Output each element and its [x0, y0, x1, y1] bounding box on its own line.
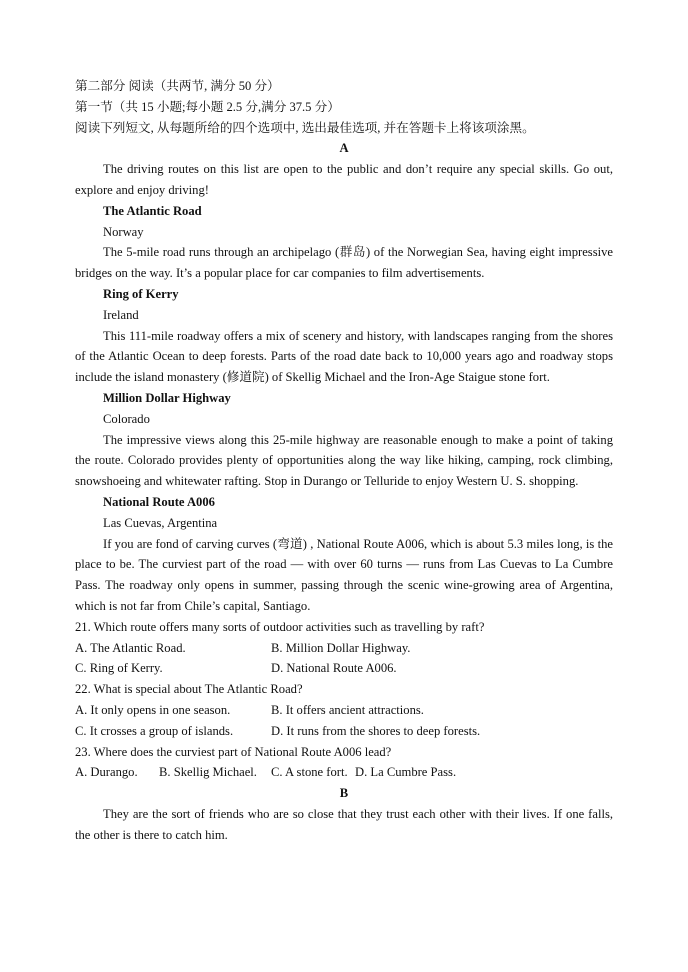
route-title: National Route A006: [103, 494, 215, 509]
question-options: [75, 721, 613, 742]
passage-a-label: A: [339, 141, 349, 156]
option-c: C. Ring of Kerry.: [75, 661, 163, 676]
option-d: D. La Cumbre Pass.: [355, 765, 457, 780]
route-description: If you are fond of carving curves (弯道) , National Route A006, which is about 5.3 miles long, is the place to be. The curviest part of the road — with over 60 turns — runs from Las Cuevas to La Cumbre Pass. The roadway only opens in summer, passing through the scenic wine-growing area of Argentina, which is not far from Chile’s capital, Santiago.: [75, 536, 613, 613]
route-description: The impressive views along this 25-mile highway are reasonable enough to make a point of taking the route. Colorado provides plenty of opportunities along the way like hiking, camping, rock climbing, snowshoeing and whitewater rafting. Stop in Durango or Telluride to enjoy Western U. S. shopping.: [75, 432, 613, 489]
question-stem: 21. Which route offers many sorts of outdoor activities such as travelling by raft?: [75, 619, 485, 634]
option-a: A. The Atlantic Road.: [75, 640, 186, 655]
option-a: A. Durango.: [75, 765, 138, 780]
question-stem: 22. What is special about The Atlantic Road?: [75, 682, 303, 697]
option-c: C. A stone fort.: [271, 765, 348, 780]
route-description: The 5-mile road runs through an archipelago (群岛) of the Norwegian Sea, having eight impressive bridges on the way. It’s a popular place for car companies to film advertisements.: [75, 245, 613, 281]
part-heading: 第二部分 阅读（共两节, 满分 50 分）: [75, 79, 280, 93]
passage-b-label: B: [339, 786, 349, 801]
route-description: This 111-mile roadway offers a mix of scenery and history, with landscapes ranging from the shores of the Atlantic Ocean to deep forests. Parts of the road date back to 10,000 years ago and roadway stops include the island monastery (修道院) of Skellig Michael and the Iron-Age Staigue stone fort.: [75, 328, 613, 385]
option-b: B. Million Dollar Highway.: [271, 640, 411, 655]
option-b: B. Skellig Michael.: [159, 765, 257, 780]
passage-b-text: They are the sort of friends who are so close that they trust each other with their lives. If one falls, the other is there to catch him.: [75, 806, 613, 842]
option-c: C. It crosses a group of islands.: [75, 723, 234, 738]
question-options: [75, 658, 613, 679]
question-options: [75, 638, 613, 659]
route-title: The Atlantic Road: [103, 203, 202, 218]
question-options: [75, 700, 613, 721]
option-d: D. National Route A006.: [271, 661, 397, 676]
question-stem: 23. Where does the curviest part of National Route A006 lead?: [75, 744, 392, 759]
option-a: A. It only opens in one season.: [75, 702, 231, 717]
route-location: Norway: [103, 224, 144, 239]
option-d: D. It runs from the shores to deep forests.: [271, 723, 481, 738]
route-title: Million Dollar Highway: [103, 390, 231, 405]
section-heading: 第一节（共 15 小题;每小题 2.5 分,满分 37.5 分）: [75, 99, 340, 114]
route-location: Colorado: [103, 411, 150, 426]
instructions: 阅读下列短文, 从每题所给的四个选项中, 选出最佳选项, 并在答题卡上将该项涂黑。: [75, 120, 535, 135]
passage-a-intro: The driving routes on this list are open to the public and don’t require any special skills. Go out, explore and enjoy driving!: [75, 162, 613, 197]
route-title: Ring of Kerry: [103, 286, 179, 301]
option-b: B. It offers ancient attractions.: [271, 702, 424, 717]
route-location: Las Cuevas, Argentina: [103, 515, 218, 530]
route-location: Ireland: [103, 307, 139, 322]
question-options: [75, 762, 613, 783]
exam-page: [75, 76, 613, 845]
